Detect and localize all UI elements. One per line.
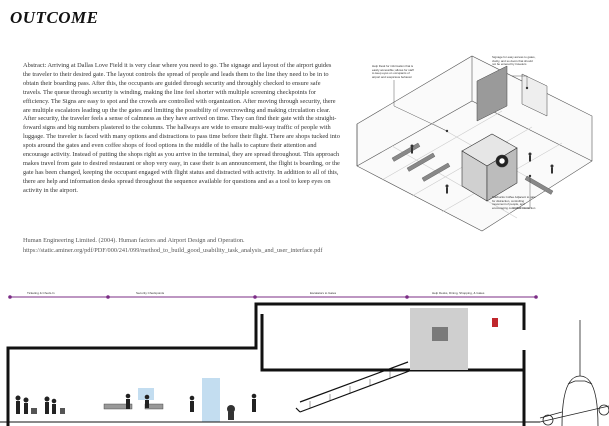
note-signage: Signage for easy access to gates, clarity, and so doors that should not be entered by travelers — [492, 55, 536, 67]
stage-label-ticketing: Ticketing & Check-In — [27, 291, 55, 295]
note-help-desk: Help Desk for information that is easily accessible; allows for staff to keep eyes on occupants of airport and suspicious behavior — [372, 64, 414, 79]
stage-label-security: Security Checkpoints — [136, 291, 165, 295]
airplane-front-view — [540, 320, 609, 426]
people-figures — [16, 394, 257, 414]
stage-label-gates: Help Desks, Dining, Shopping, & Gates — [432, 291, 485, 295]
abstract-paragraph: Abstract: Arriving at Dallas Love Field it is very clear where you need to go. The signage and layout of the airport guides the traveler to their desired gate. The layout controls the spread of people and leads them to the line they need to be in to obtain their boarding pass. After this, the occupants are guided through security and throughly checked to ensure safe travels. The queue through security is winding, making the line feel shorter with multiple screening checkpoints for efficiency. The Signs are easy to spot and the crowds are controlled with organization. After moving through security, there are multiple escalators leading up the the gates and limiting the possibility of overcrowding and making circulation clear. After security, the traveler feels a sense of calmness as they have arrived on time. They can find their gate with the straight-foward signs and big numbers plastered to the columns. The hallways are wide to ensure multi-way traffic of people with luggage. The traveler is faced with many options and distractions to pass time before their flight. There are shops tucked into spots around the gates and even coffee shops of food options in the middle of the halls to capture their attention and encourage activity. Instead of putting the shops right as you arrive in the terminal, they are spread throughout. This approach makes travel from gate to desired restaurant or shop very easy, in case their is an announcement, the flight is boarding, or the gate has been changed, keeping the occupant engaged with flight status and distracted with activity. In addition to all of this, there are help and information desks spread throughout the sequence available for questions and as a tool to keep eyes on activity in the airport. — [23, 62, 340, 194]
stage-label-escalators: Escalators to Gates — [310, 291, 337, 295]
citation-text: Human Engineering Limited. (2004). Human factors and Airport Design and Operation. https://static.aminer.org/pdf/PDF/000/241/099/method_to_build_good_usability_task_analysis_and_user_interface.pdf — [23, 237, 323, 254]
note-starbucks: Starbucks Coffee Adjacent to gate for distraction, controlling movement of people, and encouraging controlled interaction — [492, 195, 536, 210]
red-sign — [492, 318, 498, 327]
building-section-drawing — [0, 280, 609, 426]
page-title: OUTCOME — [10, 8, 99, 27]
